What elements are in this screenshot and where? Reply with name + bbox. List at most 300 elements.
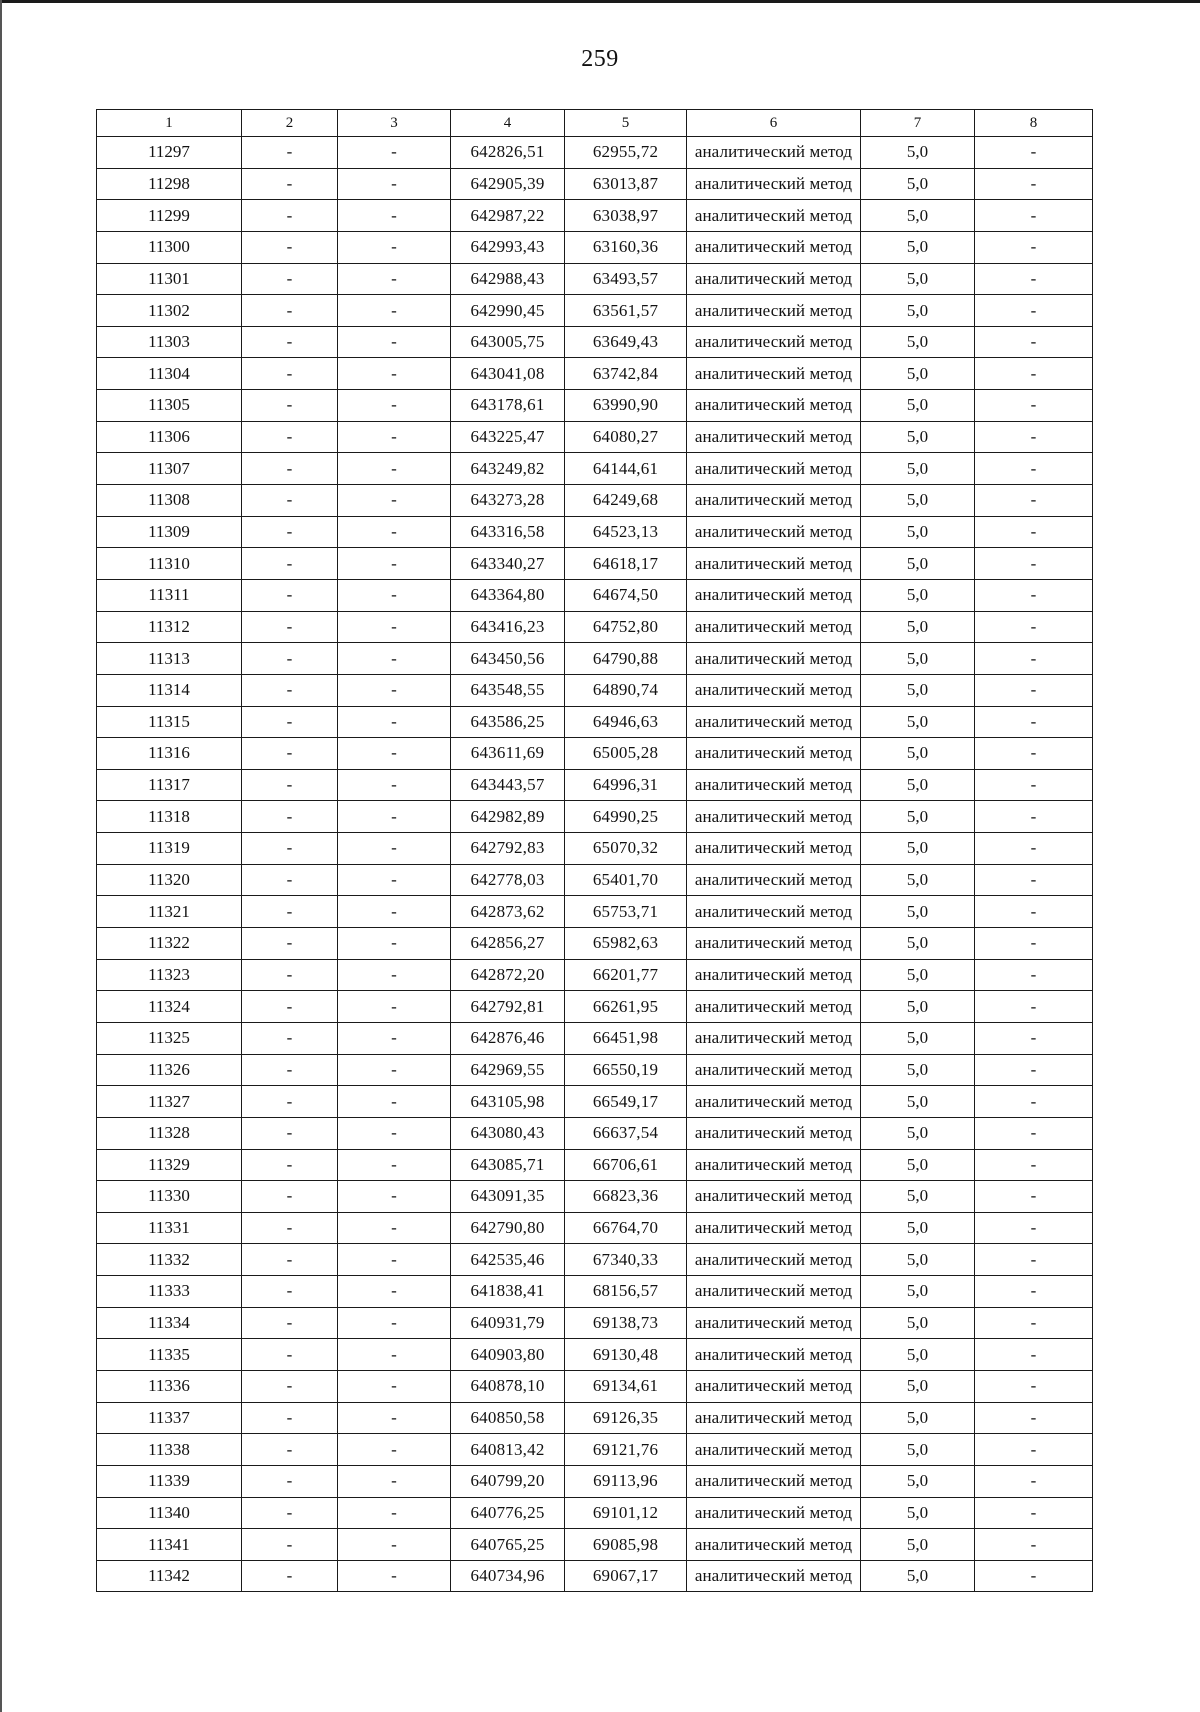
- cell-col-2: -: [242, 137, 338, 169]
- cell-accuracy: 5,0: [861, 1054, 975, 1086]
- cell-col-8: -: [975, 611, 1093, 643]
- cell-point-number: 11323: [97, 959, 242, 991]
- table-row: [97, 1307, 1093, 1339]
- cell-col-8: -: [975, 959, 1093, 991]
- cell-accuracy: 5,0: [861, 896, 975, 928]
- table-row: [97, 421, 1093, 453]
- cell-coord-y: 64080,27: [565, 421, 687, 453]
- table-row: [97, 769, 1093, 801]
- column-header: 2: [242, 110, 338, 137]
- coordinates-table: [96, 109, 1093, 1592]
- cell-col-2: -: [242, 928, 338, 960]
- column-header: 6: [687, 110, 861, 137]
- cell-method: аналитический метод: [687, 801, 861, 833]
- cell-accuracy: 5,0: [861, 706, 975, 738]
- cell-col-3: -: [338, 485, 451, 517]
- cell-method: аналитический метод: [687, 1339, 861, 1371]
- cell-coord-x: 643005,75: [451, 326, 565, 358]
- cell-col-2: -: [242, 1054, 338, 1086]
- cell-col-8: -: [975, 1529, 1093, 1561]
- cell-coord-x: 642873,62: [451, 896, 565, 928]
- cell-method: аналитический метод: [687, 516, 861, 548]
- cell-accuracy: 5,0: [861, 1086, 975, 1118]
- cell-col-2: -: [242, 1560, 338, 1592]
- cell-point-number: 11327: [97, 1086, 242, 1118]
- cell-point-number: 11321: [97, 896, 242, 928]
- cell-accuracy: 5,0: [861, 485, 975, 517]
- cell-method: аналитический метод: [687, 485, 861, 517]
- cell-col-3: -: [338, 1339, 451, 1371]
- cell-col-8: -: [975, 896, 1093, 928]
- column-header: 3: [338, 110, 451, 137]
- column-header: 1: [97, 110, 242, 137]
- cell-method: аналитический метод: [687, 1086, 861, 1118]
- cell-col-3: -: [338, 231, 451, 263]
- cell-accuracy: 5,0: [861, 1434, 975, 1466]
- cell-method: аналитический метод: [687, 896, 861, 928]
- cell-point-number: 11310: [97, 548, 242, 580]
- column-header: 7: [861, 110, 975, 137]
- cell-col-3: -: [338, 864, 451, 896]
- cell-method: аналитический метод: [687, 137, 861, 169]
- cell-point-number: 11300: [97, 231, 242, 263]
- cell-coord-x: 643091,35: [451, 1181, 565, 1213]
- cell-coord-y: 69113,96: [565, 1465, 687, 1497]
- column-header: 4: [451, 110, 565, 137]
- cell-col-8: -: [975, 1307, 1093, 1339]
- cell-coord-y: 69101,12: [565, 1497, 687, 1529]
- cell-point-number: 11324: [97, 991, 242, 1023]
- cell-col-2: -: [242, 453, 338, 485]
- cell-coord-y: 64618,17: [565, 548, 687, 580]
- cell-point-number: 11330: [97, 1181, 242, 1213]
- page-top-border: [0, 0, 1200, 3]
- cell-col-2: -: [242, 674, 338, 706]
- cell-coord-x: 640765,25: [451, 1529, 565, 1561]
- cell-col-8: -: [975, 643, 1093, 675]
- cell-method: аналитический метод: [687, 928, 861, 960]
- cell-col-2: -: [242, 1117, 338, 1149]
- cell-point-number: 11325: [97, 1022, 242, 1054]
- cell-accuracy: 5,0: [861, 548, 975, 580]
- cell-col-8: -: [975, 548, 1093, 580]
- cell-accuracy: 5,0: [861, 1402, 975, 1434]
- cell-point-number: 11333: [97, 1276, 242, 1308]
- cell-coord-y: 66451,98: [565, 1022, 687, 1054]
- table-row: [97, 231, 1093, 263]
- cell-method: аналитический метод: [687, 833, 861, 865]
- cell-coord-y: 64674,50: [565, 579, 687, 611]
- cell-point-number: 11297: [97, 137, 242, 169]
- table-row: [97, 295, 1093, 327]
- cell-col-8: -: [975, 137, 1093, 169]
- cell-col-8: -: [975, 516, 1093, 548]
- cell-coord-x: 642792,83: [451, 833, 565, 865]
- cell-coord-x: 643450,56: [451, 643, 565, 675]
- cell-accuracy: 5,0: [861, 674, 975, 706]
- cell-method: аналитический метод: [687, 326, 861, 358]
- cell-accuracy: 5,0: [861, 168, 975, 200]
- table-row: [97, 485, 1093, 517]
- table-row: [97, 1560, 1093, 1592]
- cell-col-8: -: [975, 864, 1093, 896]
- cell-col-8: -: [975, 1434, 1093, 1466]
- cell-coord-x: 642778,03: [451, 864, 565, 896]
- cell-coord-x: 642872,20: [451, 959, 565, 991]
- cell-col-8: -: [975, 358, 1093, 390]
- table-row: [97, 1497, 1093, 1529]
- cell-col-3: -: [338, 1181, 451, 1213]
- cell-col-3: -: [338, 674, 451, 706]
- cell-col-3: -: [338, 1022, 451, 1054]
- cell-col-8: -: [975, 326, 1093, 358]
- cell-point-number: 11308: [97, 485, 242, 517]
- cell-point-number: 11334: [97, 1307, 242, 1339]
- cell-point-number: 11302: [97, 295, 242, 327]
- cell-col-3: -: [338, 1370, 451, 1402]
- table-row: [97, 1434, 1093, 1466]
- cell-coord-y: 64523,13: [565, 516, 687, 548]
- cell-coord-y: 63493,57: [565, 263, 687, 295]
- cell-coord-x: 643340,27: [451, 548, 565, 580]
- cell-coord-y: 64249,68: [565, 485, 687, 517]
- cell-method: аналитический метод: [687, 1497, 861, 1529]
- cell-coord-x: 642988,43: [451, 263, 565, 295]
- cell-coord-y: 65753,71: [565, 896, 687, 928]
- table-row: [97, 1276, 1093, 1308]
- cell-coord-y: 69138,73: [565, 1307, 687, 1339]
- cell-accuracy: 5,0: [861, 611, 975, 643]
- cell-accuracy: 5,0: [861, 928, 975, 960]
- table-row: [97, 137, 1093, 169]
- table-row: [97, 1181, 1093, 1213]
- cell-point-number: 11336: [97, 1370, 242, 1402]
- cell-method: аналитический метод: [687, 959, 861, 991]
- cell-accuracy: 5,0: [861, 421, 975, 453]
- table-row: [97, 263, 1093, 295]
- cell-col-8: -: [975, 1022, 1093, 1054]
- cell-col-2: -: [242, 263, 338, 295]
- cell-col-3: -: [338, 1244, 451, 1276]
- cell-method: аналитический метод: [687, 1022, 861, 1054]
- page-left-border: [0, 0, 2, 1712]
- cell-coord-y: 69134,61: [565, 1370, 687, 1402]
- table-row: [97, 864, 1093, 896]
- cell-coord-x: 640813,42: [451, 1434, 565, 1466]
- cell-col-8: -: [975, 390, 1093, 422]
- cell-coord-y: 67340,33: [565, 1244, 687, 1276]
- cell-coord-y: 69067,17: [565, 1560, 687, 1592]
- cell-col-2: -: [242, 959, 338, 991]
- cell-point-number: 11342: [97, 1560, 242, 1592]
- cell-coord-x: 640931,79: [451, 1307, 565, 1339]
- cell-point-number: 11313: [97, 643, 242, 675]
- cell-method: аналитический метод: [687, 548, 861, 580]
- cell-col-2: -: [242, 1086, 338, 1118]
- column-header: 5: [565, 110, 687, 137]
- cell-point-number: 11304: [97, 358, 242, 390]
- cell-method: аналитический метод: [687, 263, 861, 295]
- cell-coord-y: 69121,76: [565, 1434, 687, 1466]
- cell-accuracy: 5,0: [861, 864, 975, 896]
- cell-coord-y: 66201,77: [565, 959, 687, 991]
- cell-coord-x: 642990,45: [451, 295, 565, 327]
- table-row: [97, 453, 1093, 485]
- cell-col-3: -: [338, 1465, 451, 1497]
- cell-coord-x: 643443,57: [451, 769, 565, 801]
- cell-point-number: 11335: [97, 1339, 242, 1371]
- cell-col-3: -: [338, 390, 451, 422]
- table-row: [97, 959, 1093, 991]
- cell-coord-x: 642969,55: [451, 1054, 565, 1086]
- cell-col-3: -: [338, 1086, 451, 1118]
- cell-method: аналитический метод: [687, 1434, 861, 1466]
- cell-accuracy: 5,0: [861, 1212, 975, 1244]
- cell-col-8: -: [975, 1054, 1093, 1086]
- cell-coord-x: 642876,46: [451, 1022, 565, 1054]
- cell-coord-y: 66261,95: [565, 991, 687, 1023]
- cell-col-8: -: [975, 1149, 1093, 1181]
- cell-col-3: -: [338, 801, 451, 833]
- cell-coord-y: 66550,19: [565, 1054, 687, 1086]
- cell-col-8: -: [975, 1465, 1093, 1497]
- cell-col-8: -: [975, 485, 1093, 517]
- cell-point-number: 11326: [97, 1054, 242, 1086]
- cell-col-8: -: [975, 1181, 1093, 1213]
- table-row: [97, 358, 1093, 390]
- cell-coord-x: 642982,89: [451, 801, 565, 833]
- cell-col-3: -: [338, 896, 451, 928]
- cell-coord-y: 69126,35: [565, 1402, 687, 1434]
- cell-col-8: -: [975, 1402, 1093, 1434]
- cell-accuracy: 5,0: [861, 1497, 975, 1529]
- cell-coord-y: 69085,98: [565, 1529, 687, 1561]
- cell-accuracy: 5,0: [861, 1117, 975, 1149]
- cell-col-8: -: [975, 1244, 1093, 1276]
- cell-coord-y: 64990,25: [565, 801, 687, 833]
- cell-point-number: 11301: [97, 263, 242, 295]
- cell-col-2: -: [242, 200, 338, 232]
- cell-col-3: -: [338, 1212, 451, 1244]
- cell-point-number: 11316: [97, 738, 242, 770]
- cell-point-number: 11331: [97, 1212, 242, 1244]
- cell-col-2: -: [242, 864, 338, 896]
- cell-method: аналитический метод: [687, 1529, 861, 1561]
- cell-col-3: -: [338, 1402, 451, 1434]
- table-row: [97, 706, 1093, 738]
- cell-method: аналитический метод: [687, 200, 861, 232]
- cell-point-number: 11309: [97, 516, 242, 548]
- column-header: 8: [975, 110, 1093, 137]
- cell-col-3: -: [338, 1117, 451, 1149]
- cell-point-number: 11332: [97, 1244, 242, 1276]
- table-row: [97, 1117, 1093, 1149]
- table-row: [97, 548, 1093, 580]
- cell-coord-y: 66764,70: [565, 1212, 687, 1244]
- cell-accuracy: 5,0: [861, 833, 975, 865]
- cell-col-2: -: [242, 1212, 338, 1244]
- cell-point-number: 11339: [97, 1465, 242, 1497]
- cell-coord-x: 643080,43: [451, 1117, 565, 1149]
- cell-coord-x: 643273,28: [451, 485, 565, 517]
- cell-col-2: -: [242, 1022, 338, 1054]
- cell-point-number: 11312: [97, 611, 242, 643]
- cell-accuracy: 5,0: [861, 1339, 975, 1371]
- cell-method: аналитический метод: [687, 1212, 861, 1244]
- cell-method: аналитический метод: [687, 1149, 861, 1181]
- cell-col-8: -: [975, 928, 1093, 960]
- cell-col-3: -: [338, 643, 451, 675]
- table-row: [97, 1465, 1093, 1497]
- cell-col-2: -: [242, 579, 338, 611]
- cell-col-8: -: [975, 579, 1093, 611]
- cell-point-number: 11305: [97, 390, 242, 422]
- cell-col-8: -: [975, 833, 1093, 865]
- table-row: [97, 1149, 1093, 1181]
- cell-coord-x: 642790,80: [451, 1212, 565, 1244]
- cell-coord-y: 62955,72: [565, 137, 687, 169]
- cell-point-number: 11306: [97, 421, 242, 453]
- cell-method: аналитический метод: [687, 769, 861, 801]
- cell-col-8: -: [975, 168, 1093, 200]
- cell-col-3: -: [338, 1560, 451, 1592]
- cell-point-number: 11322: [97, 928, 242, 960]
- cell-col-3: -: [338, 579, 451, 611]
- cell-method: аналитический метод: [687, 168, 861, 200]
- cell-col-2: -: [242, 896, 338, 928]
- cell-coord-y: 65070,32: [565, 833, 687, 865]
- cell-col-8: -: [975, 738, 1093, 770]
- cell-col-8: -: [975, 1560, 1093, 1592]
- cell-coord-x: 641838,41: [451, 1276, 565, 1308]
- cell-coord-x: 640903,80: [451, 1339, 565, 1371]
- cell-accuracy: 5,0: [861, 231, 975, 263]
- cell-coord-y: 64790,88: [565, 643, 687, 675]
- cell-col-3: -: [338, 358, 451, 390]
- cell-col-3: -: [338, 263, 451, 295]
- cell-accuracy: 5,0: [861, 1307, 975, 1339]
- cell-col-2: -: [242, 390, 338, 422]
- table-row: [97, 896, 1093, 928]
- cell-coord-y: 68156,57: [565, 1276, 687, 1308]
- cell-accuracy: 5,0: [861, 1529, 975, 1561]
- cell-accuracy: 5,0: [861, 1181, 975, 1213]
- cell-col-3: -: [338, 516, 451, 548]
- cell-method: аналитический метод: [687, 1307, 861, 1339]
- cell-col-2: -: [242, 1339, 338, 1371]
- table-header-row: [97, 110, 1093, 137]
- cell-col-8: -: [975, 1086, 1093, 1118]
- cell-col-8: -: [975, 263, 1093, 295]
- table-row: [97, 1054, 1093, 1086]
- cell-col-3: -: [338, 326, 451, 358]
- cell-method: аналитический метод: [687, 738, 861, 770]
- table-row: [97, 516, 1093, 548]
- cell-point-number: 11298: [97, 168, 242, 200]
- cell-accuracy: 5,0: [861, 263, 975, 295]
- cell-coord-x: 643611,69: [451, 738, 565, 770]
- cell-method: аналитический метод: [687, 1402, 861, 1434]
- cell-col-3: -: [338, 833, 451, 865]
- cell-col-3: -: [338, 1434, 451, 1466]
- table-row: [97, 1370, 1093, 1402]
- table-row: [97, 991, 1093, 1023]
- cell-col-2: -: [242, 485, 338, 517]
- cell-col-8: -: [975, 1339, 1093, 1371]
- cell-accuracy: 5,0: [861, 1560, 975, 1592]
- cell-point-number: 11320: [97, 864, 242, 896]
- cell-col-2: -: [242, 1402, 338, 1434]
- cell-accuracy: 5,0: [861, 453, 975, 485]
- cell-accuracy: 5,0: [861, 643, 975, 675]
- cell-col-3: -: [338, 1054, 451, 1086]
- cell-col-3: -: [338, 168, 451, 200]
- cell-col-2: -: [242, 1307, 338, 1339]
- table-row: [97, 1339, 1093, 1371]
- cell-point-number: 11338: [97, 1434, 242, 1466]
- cell-method: аналитический метод: [687, 1370, 861, 1402]
- cell-col-3: -: [338, 453, 451, 485]
- cell-method: аналитический метод: [687, 864, 861, 896]
- cell-accuracy: 5,0: [861, 1465, 975, 1497]
- cell-col-2: -: [242, 1276, 338, 1308]
- table-row: [97, 1022, 1093, 1054]
- cell-col-8: -: [975, 1276, 1093, 1308]
- table-row: [97, 801, 1093, 833]
- cell-point-number: 11307: [97, 453, 242, 485]
- cell-col-2: -: [242, 1181, 338, 1213]
- cell-coord-x: 643225,47: [451, 421, 565, 453]
- cell-accuracy: 5,0: [861, 738, 975, 770]
- cell-accuracy: 5,0: [861, 390, 975, 422]
- cell-point-number: 11314: [97, 674, 242, 706]
- cell-coord-y: 63038,97: [565, 200, 687, 232]
- cell-col-2: -: [242, 548, 338, 580]
- cell-coord-x: 640878,10: [451, 1370, 565, 1402]
- cell-col-2: -: [242, 358, 338, 390]
- cell-accuracy: 5,0: [861, 1149, 975, 1181]
- cell-col-2: -: [242, 295, 338, 327]
- cell-col-2: -: [242, 1497, 338, 1529]
- cell-method: аналитический метод: [687, 295, 861, 327]
- cell-point-number: 11303: [97, 326, 242, 358]
- cell-point-number: 11341: [97, 1529, 242, 1561]
- cell-point-number: 11317: [97, 769, 242, 801]
- cell-point-number: 11315: [97, 706, 242, 738]
- cell-coord-x: 640799,20: [451, 1465, 565, 1497]
- cell-col-3: -: [338, 738, 451, 770]
- table-row: [97, 643, 1093, 675]
- cell-col-2: -: [242, 643, 338, 675]
- cell-coord-y: 63990,90: [565, 390, 687, 422]
- table-row: [97, 579, 1093, 611]
- cell-col-3: -: [338, 1497, 451, 1529]
- cell-col-8: -: [975, 1212, 1093, 1244]
- cell-col-3: -: [338, 1276, 451, 1308]
- cell-method: аналитический метод: [687, 674, 861, 706]
- table-body: [97, 137, 1093, 1592]
- cell-col-2: -: [242, 421, 338, 453]
- cell-col-3: -: [338, 548, 451, 580]
- cell-coord-x: 643416,23: [451, 611, 565, 643]
- cell-col-2: -: [242, 801, 338, 833]
- cell-col-3: -: [338, 706, 451, 738]
- cell-col-8: -: [975, 769, 1093, 801]
- cell-coord-x: 643548,55: [451, 674, 565, 706]
- cell-coord-x: 643364,80: [451, 579, 565, 611]
- cell-coord-y: 66549,17: [565, 1086, 687, 1118]
- cell-method: аналитический метод: [687, 611, 861, 643]
